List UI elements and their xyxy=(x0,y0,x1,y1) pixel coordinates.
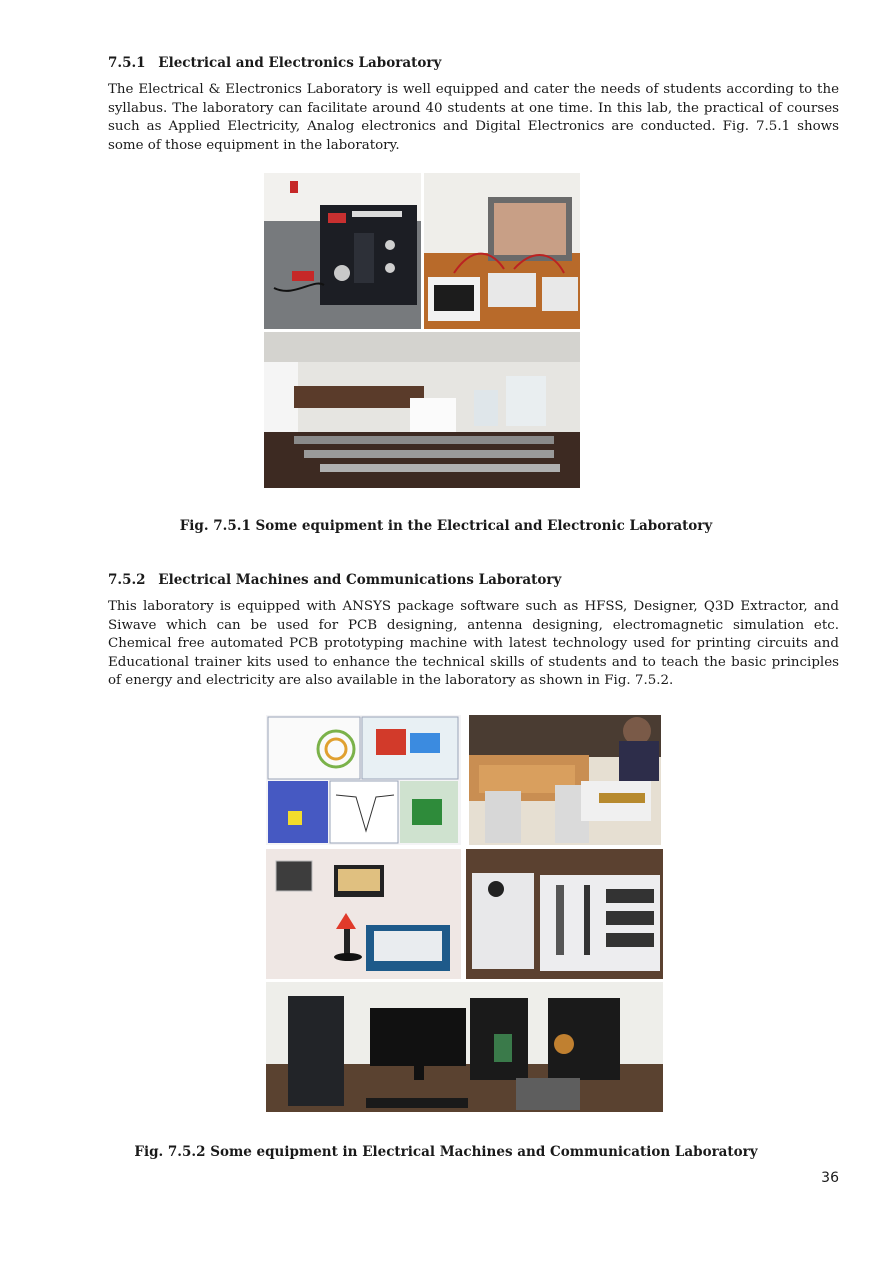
section-heading-7-5-1 xyxy=(108,55,441,71)
section-paragraph: This laboratory is equipped with ANSYS package software such as HFSS, Designer, Q3D Extractor, and Siwave which can be used for PCB designing, antenna designing, electromagnetic simulation etc. Chemical free automated PCB prototyping machine with latest technology used for printing circuits and Educational trainer kits used to enhance the technical skills of students and to teach the basic principles of energy and electricity are also available in the laboratory as shown in Fig. 7.5.2. xyxy=(108,599,839,688)
pcb-prototyping-machine-photo xyxy=(469,715,661,845)
simulation-software-collage xyxy=(266,715,461,845)
solar-trainer-kit-photo xyxy=(266,849,461,979)
figure-caption: Fig. 7.5.1 Some equipment in the Electrical and Electronic Laboratory xyxy=(179,518,713,534)
page-number: 36 xyxy=(821,1170,839,1186)
lab-room-photo xyxy=(264,332,580,488)
section-number: 7.5.2 xyxy=(108,572,146,588)
figure-caption: Fig. 7.5.2 Some equipment in Electrical Machines and Communication Laboratory xyxy=(134,1144,758,1160)
logic-modules-photo xyxy=(424,173,580,329)
section-title: Electrical Machines and Communications Laboratory xyxy=(158,572,562,588)
trainer-kit-photo xyxy=(264,173,421,329)
section-number: 7.5.1 xyxy=(108,55,146,71)
section-heading-7-5-2 xyxy=(108,572,561,588)
section-paragraph: The Electrical & Electronics Laboratory is well equipped and cater the needs of students according to the syllabus. The laboratory can facilitate around 40 students at one time. In this lab, the practical of courses such as Applied Electricity, Analog electronics and Digital Electronics are conducted. Fig. 7.5.1 shows some of those equipment in the laboratory. xyxy=(108,82,839,153)
workstation-and-kits-photo xyxy=(266,982,663,1112)
section-title: Electrical and Electronics Laboratory xyxy=(158,55,442,71)
machines-trainer-panel-photo xyxy=(466,849,663,979)
